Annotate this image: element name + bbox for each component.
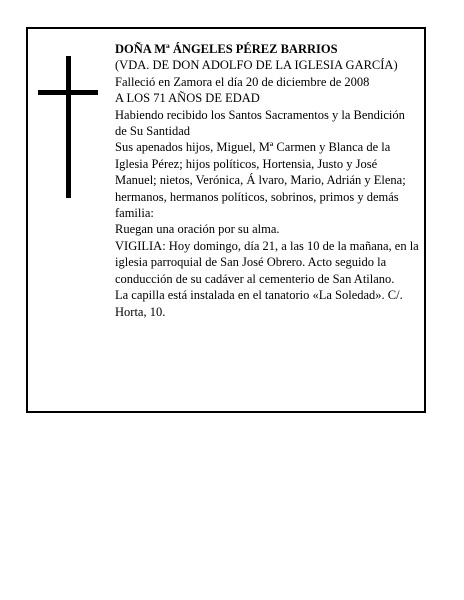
prayer-line: Ruegan una oración por su alma. xyxy=(115,222,280,237)
deceased-name: DOÑA Mª ÁNGELES PÉREZ BARRIOS xyxy=(115,42,338,56)
widow-of-line: (VDA. DE DON ADOLFO DE LA IGLESIA GARCÍA) xyxy=(115,58,398,73)
age-line: A LOS 71 AÑOS DE EDAD xyxy=(115,91,260,106)
chapel-paragraph: La capilla está instalada en el tanatorio «La Soledad». C/. Horta, 10. xyxy=(115,288,403,319)
cross-vertical-bar xyxy=(66,56,71,198)
vigil-paragraph: VIGILIA: Hoy domingo, día 21, a las 10 de la mañana, en la iglesia parroquial de San José Obrero. Acto seguido la conducción de su cadáver al cementerio de San Atilano. xyxy=(115,238,419,286)
sacraments-line: Habiendo recibido los Santos Sacramentos y la Bendición de Su Santidad xyxy=(115,107,405,139)
cross-horizontal-bar xyxy=(38,90,98,95)
obituary-notice xyxy=(26,27,426,413)
death-line: Falleció en Zamora el día 20 de diciembre de 2008 xyxy=(115,74,370,89)
obituary-text xyxy=(115,41,419,320)
family-paragraph: Sus apenados hijos, Miguel, Mª Carmen y Blanca de la Iglesia Pérez; hijos políticos, Hortensia, Justo y José Manuel; nietos, Verónica, Á lvaro, Mario, Adrián y Elena; hermanos, hermanos políticos, sobrinos, primos y demás familia: xyxy=(115,140,406,221)
cross-icon xyxy=(38,56,98,198)
